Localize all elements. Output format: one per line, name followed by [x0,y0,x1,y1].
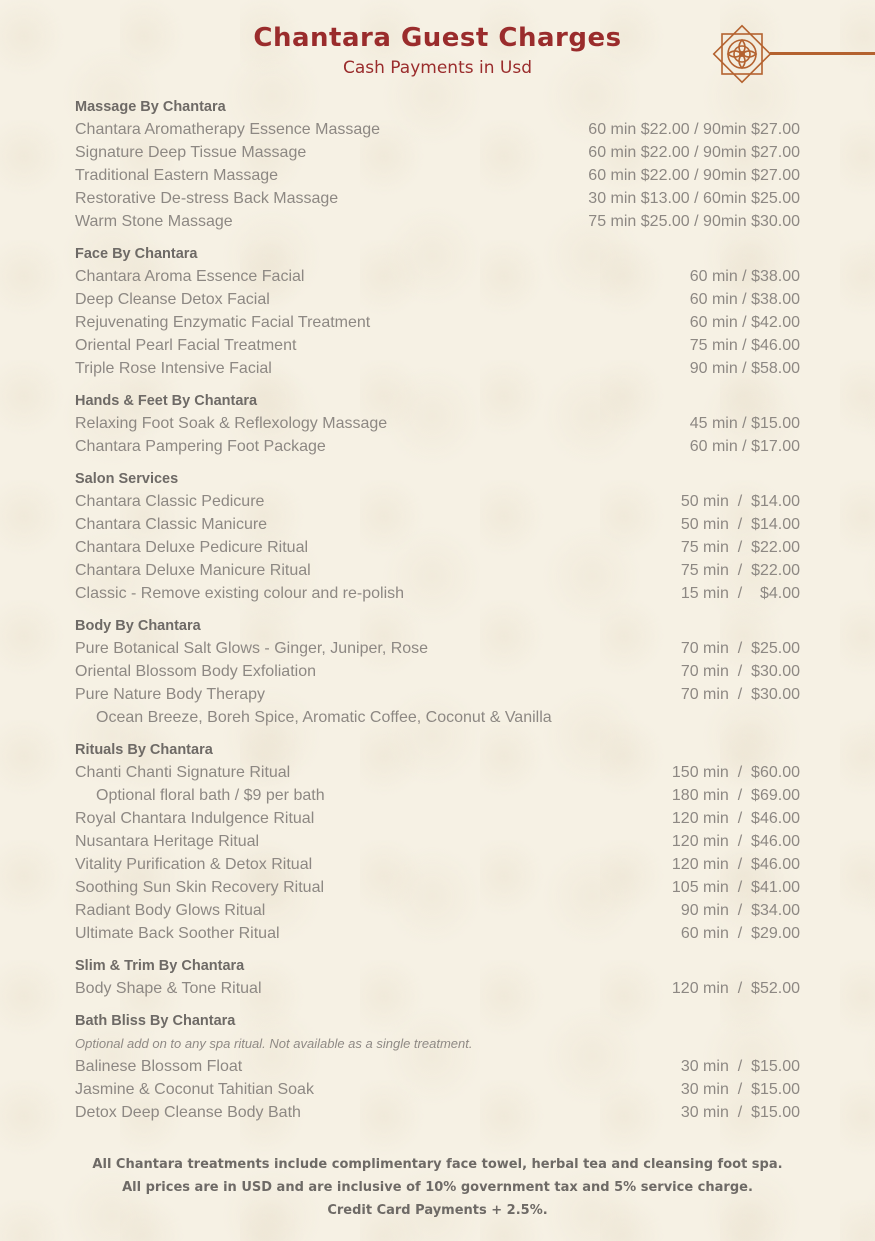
treatment-row [75,876,800,899]
menu-section [75,615,800,729]
ornament-line [770,52,875,55]
menu-section [75,739,800,945]
treatment-price: 50 min / $14.00 [680,516,800,533]
treatment-price: 75 min / $46.00 [689,337,800,354]
treatment-price: 60 min / $17.00 [689,438,800,455]
treatment-price: 60 min / $38.00 [689,268,800,285]
treatment-name: Pure Botanical Salt Glows - Ginger, Juniper, Rose [75,640,429,657]
treatment-price: 105 min / $41.00 [671,879,800,896]
treatment-name: Chantara Pampering Foot Package [75,438,326,455]
treatment-row [75,899,800,922]
treatment-price: 50 min / $14.00 [680,493,800,510]
treatment-row [75,412,800,435]
treatment-name: Chantara Classic Pedicure [75,493,265,510]
treatment-price: 75 min $25.00 / 90min $30.00 [588,213,800,230]
treatment-price: 75 min / $22.00 [680,539,800,556]
treatment-row [75,187,800,210]
treatment-row [75,311,800,334]
treatment-price: 75 min / $22.00 [680,562,800,579]
treatment-name: Warm Stone Massage [75,213,233,230]
treatment-name: Radiant Body Glows Ritual [75,902,266,919]
treatment-row [75,357,800,380]
treatment-name: Relaxing Foot Soak & Reflexology Massage [75,415,388,432]
treatment-price: 30 min / $15.00 [680,1058,800,1075]
treatment-row [75,536,800,559]
treatment-row [75,706,800,729]
treatment-name: Oriental Pearl Facial Treatment [75,337,297,354]
menu-section [75,96,800,233]
treatment-name: Deep Cleanse Detox Facial [75,291,270,308]
treatment-row [75,513,800,536]
mandala-ornament-icon [708,20,776,88]
treatment-row [75,435,800,458]
treatment-row [75,784,800,807]
treatment-price: 30 min $13.00 / 60min $25.00 [588,190,800,207]
treatment-row [75,1101,800,1124]
treatment-name: Chantara Deluxe Pedicure Ritual [75,539,309,556]
treatment-price: 70 min / $30.00 [680,686,800,703]
treatment-row [75,1055,800,1078]
treatment-row [75,977,800,1000]
treatment-name: Oriental Blossom Body Exfoliation [75,663,316,680]
treatment-row [75,118,800,141]
treatment-name: Rejuvenating Enzymatic Facial Treatment [75,314,371,331]
treatment-name: Chantara Aromatherapy Essence Massage [75,121,381,138]
treatment-name: Body Shape & Tone Ritual [75,980,262,997]
treatment-name: Classic - Remove existing colour and re-polish [75,585,405,602]
treatment-price: 120 min / $52.00 [671,980,800,997]
treatment-name: Vitality Purification & Detox Ritual [75,856,313,873]
treatment-row [75,660,800,683]
treatment-name: Ocean Breeze, Boreh Spice, Aromatic Coffee, Coconut & Vanilla [96,709,552,726]
treatment-price: 120 min / $46.00 [671,856,800,873]
section-title: Salon Services [75,471,179,487]
treatment-row [75,637,800,660]
treatment-price: 90 min / $58.00 [689,360,800,377]
treatment-name: Pure Nature Body Therapy [75,686,266,703]
treatment-row [75,490,800,513]
treatment-name: Chantara Classic Manicure [75,516,268,533]
treatment-price: 60 min $22.00 / 90min $27.00 [588,167,800,184]
treatment-row [75,830,800,853]
treatment-name: Signature Deep Tissue Massage [75,144,307,161]
section-title: Rituals By Chantara [75,742,213,758]
treatment-row [75,141,800,164]
menu-section [75,1010,800,1124]
menu-section [75,468,800,605]
treatment-row [75,683,800,706]
treatment-name: Royal Chantara Indulgence Ritual [75,810,315,827]
treatment-price: 60 min $22.00 / 90min $27.00 [588,144,800,161]
treatment-price: 120 min / $46.00 [671,810,800,827]
section-note: Optional add on to any spa ritual. Not available as a single treatment. [75,1036,473,1051]
treatment-row [75,807,800,830]
section-title: Slim & Trim By Chantara [75,958,245,974]
treatment-price: 15 min / $4.00 [680,585,800,602]
treatment-menu [75,96,800,1134]
section-title: Hands & Feet By Chantara [75,393,258,409]
treatment-price: 60 min $22.00 / 90min $27.00 [588,121,800,138]
menu-section [75,390,800,458]
treatment-price: 70 min / $25.00 [680,640,800,657]
treatment-name: Triple Rose Intensive Facial [75,360,272,377]
footer-line-tax: All prices are in USD and are inclusive of 10% government tax and 5% service charge. [122,1180,753,1195]
treatment-name: Ultimate Back Soother Ritual [75,925,280,942]
treatment-name: Balinese Blossom Float [75,1058,243,1075]
treatment-row [75,853,800,876]
treatment-row [75,761,800,784]
menu-section [75,955,800,1000]
treatment-name: Chantara Aroma Essence Facial [75,268,305,285]
menu-section [75,243,800,380]
treatment-row [75,582,800,605]
treatment-price: 70 min / $30.00 [680,663,800,680]
treatment-name: Soothing Sun Skin Recovery Ritual [75,879,325,896]
treatment-name: Traditional Eastern Massage [75,167,279,184]
treatment-row [75,1078,800,1101]
treatment-price: 30 min / $15.00 [680,1104,800,1121]
treatment-name: Chanti Chanti Signature Ritual [75,764,291,781]
treatment-row [75,288,800,311]
page-title: Chantara Guest Charges [253,23,622,53]
treatment-row [75,164,800,187]
section-title: Body By Chantara [75,618,201,634]
treatment-name: Chantara Deluxe Manicure Ritual [75,562,311,579]
treatment-row [75,334,800,357]
treatment-row [75,922,800,945]
section-title: Massage By Chantara [75,99,226,115]
treatment-price: 150 min / $60.00 [671,764,800,781]
treatment-row [75,210,800,233]
treatment-row [75,559,800,582]
treatment-name: Restorative De-stress Back Massage [75,190,339,207]
treatment-name: Jasmine & Coconut Tahitian Soak [75,1081,314,1098]
footer-notes [0,1153,875,1222]
treatment-price: 90 min / $34.00 [680,902,800,919]
treatment-row [75,265,800,288]
treatment-name: Detox Deep Cleanse Body Bath [75,1104,301,1121]
page-subtitle: Cash Payments in Usd [342,58,532,78]
treatment-price: 60 min / $38.00 [689,291,800,308]
footer-line-card-fee: Credit Card Payments + 2.5%. [327,1203,548,1218]
treatment-price: 30 min / $15.00 [680,1081,800,1098]
treatment-price: 45 min / $15.00 [689,415,800,432]
footer-line-inclusions: All Chantara treatments include complimentary face towel, herbal tea and cleansing foot spa. [92,1157,783,1172]
treatment-price: 60 min / $29.00 [680,925,800,942]
treatment-name: Optional floral bath / $9 per bath [96,787,325,804]
treatment-price: 60 min / $42.00 [689,314,800,331]
section-title: Bath Bliss By Chantara [75,1013,236,1029]
treatment-name: Nusantara Heritage Ritual [75,833,260,850]
treatment-price: 120 min / $46.00 [671,833,800,850]
treatment-price: 180 min / $69.00 [671,787,800,804]
section-title: Face By Chantara [75,246,198,262]
